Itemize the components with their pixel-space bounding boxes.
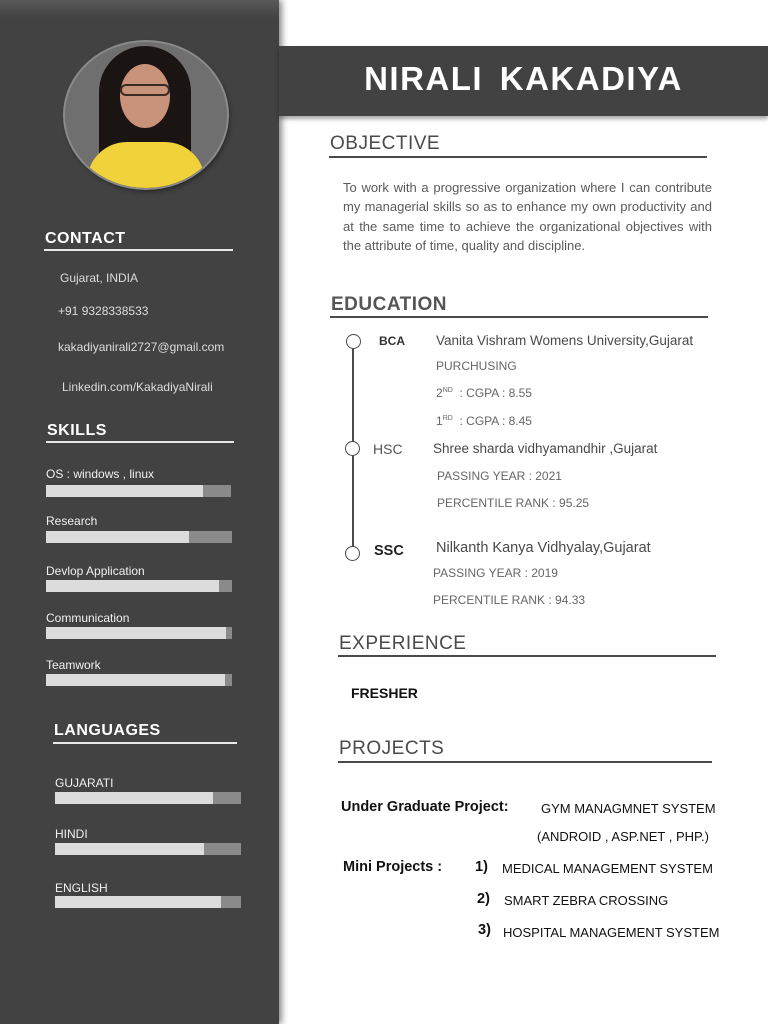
ug-project-label: Under Graduate Project:	[341, 799, 509, 815]
skill-bar-fill	[46, 485, 203, 497]
skill-bar	[46, 674, 232, 686]
candidate-name: NIRALI KAKADIYA	[364, 60, 683, 97]
contact-phone: +91 9328338533	[58, 304, 149, 318]
education-rank-ssc: PERCENTILE RANK : 94.33	[433, 593, 586, 607]
timeline-dot-bca	[346, 334, 361, 349]
sem1-cgpa: : CGPA : 8.45	[459, 414, 532, 428]
mini-project-number: 2)	[477, 891, 490, 907]
languages-heading: LANGUAGES	[54, 722, 161, 739]
education-field-bca: PURCHUSING	[436, 359, 517, 373]
language-label: GUJARATI	[55, 776, 114, 790]
mini-project-title: SMART ZEBRA CROSSING	[504, 893, 669, 908]
education-level-bca: BCA	[379, 334, 405, 348]
contact-location: Gujarat, INDIA	[60, 271, 139, 285]
education-year-hsc: PASSING YEAR : 2021	[437, 469, 562, 483]
language-bar-fill	[55, 843, 204, 855]
mini-project-title: MEDICAL MANAGEMENT SYSTEM	[502, 861, 713, 876]
skills-rule	[46, 441, 234, 443]
skill-bar-fill	[46, 580, 219, 592]
language-bar	[55, 843, 241, 855]
timeline-dot-ssc	[345, 546, 360, 561]
education-rule	[330, 316, 708, 318]
mini-project-title: HOSPITAL MANAGEMENT SYSTEM	[503, 925, 720, 940]
profile-photo-face	[120, 64, 170, 128]
projects-heading: PROJECTS	[339, 738, 445, 759]
education-sem2-bca	[436, 386, 532, 400]
sem2-ordinal-suffix: ND	[442, 387, 453, 394]
profile-photo-glasses	[120, 84, 170, 96]
sidebar	[0, 0, 279, 1024]
profile-photo-shirt	[87, 142, 205, 188]
experience-value: FRESHER	[351, 685, 418, 701]
sidebar-bevel	[0, 0, 279, 18]
sem2-ordinal: 2	[436, 386, 443, 400]
mini-project-number: 3)	[478, 922, 491, 938]
ug-project-tech: (ANDROID , ASP.NET , PHP.)	[537, 829, 709, 844]
skill-label: Communication	[46, 611, 130, 625]
skills-heading: SKILLS	[47, 422, 107, 439]
name-banner	[279, 46, 768, 116]
sem1-ordinal-suffix: RD	[442, 415, 453, 422]
education-year-ssc: PASSING YEAR : 2019	[433, 566, 558, 580]
objective-rule	[329, 156, 707, 158]
language-label: HINDI	[55, 827, 88, 841]
education-rank-hsc: PERCENTILE RANK : 95.25	[437, 496, 590, 510]
language-label: ENGLISH	[55, 881, 108, 895]
sem2-cgpa: : CGPA : 8.55	[459, 386, 532, 400]
education-institution-ssc: Nilkanth Kanya Vidhyalay,Gujarat	[436, 540, 651, 556]
skill-label: OS : windows , linux	[46, 467, 155, 481]
education-institution-hsc: Shree sharda vidhyamandhir ,Gujarat	[433, 441, 658, 456]
objective-text: To work with a progressive organization where I can contribute my managerial skills so as to enhance my own productivity and at the same time to achieve the organizational objectives with the attribute of time, quality and discipline.	[343, 180, 712, 254]
education-heading: EDUCATION	[331, 294, 448, 315]
skill-label: Research	[46, 514, 98, 528]
skill-label: Devlop Application	[46, 564, 145, 578]
experience-heading: EXPERIENCE	[339, 633, 467, 654]
skill-bar	[46, 485, 231, 497]
contact-email[interactable]: kakadiyanirali2727@gmail.com	[58, 340, 225, 354]
projects-rule	[338, 761, 712, 763]
experience-rule	[338, 655, 716, 657]
ug-project-title: GYM MANAGMNET SYSTEM	[541, 801, 716, 816]
skill-bar	[46, 580, 232, 592]
education-level-hsc: HSC	[373, 441, 403, 457]
skill-bar	[46, 531, 232, 543]
skill-bar-fill	[46, 674, 225, 686]
contact-linkedin[interactable]: Linkedin.com/KakadiyaNirali	[62, 380, 213, 394]
skill-bar-fill	[46, 531, 189, 543]
education-level-ssc: SSC	[374, 543, 404, 559]
language-bar	[55, 792, 241, 804]
education-sem1-bca	[436, 414, 532, 428]
skill-label: Teamwork	[46, 658, 101, 672]
mini-project-number: 1)	[475, 859, 488, 875]
skill-bar-fill	[46, 627, 226, 639]
contact-heading: CONTACT	[45, 230, 126, 247]
language-bar	[55, 896, 241, 908]
profile-photo	[65, 42, 227, 188]
objective-heading: OBJECTIVE	[330, 133, 441, 154]
language-bar-fill	[55, 792, 213, 804]
timeline-dot-hsc	[345, 441, 360, 456]
contact-rule	[44, 249, 233, 251]
education-institution-bca: Vanita Vishram Womens University,Gujarat	[436, 333, 694, 348]
sem1-ordinal: 1	[436, 414, 443, 428]
skill-bar	[46, 627, 232, 639]
language-bar-fill	[55, 896, 221, 908]
mini-projects-label: Mini Projects :	[343, 859, 443, 875]
languages-rule	[53, 742, 237, 744]
